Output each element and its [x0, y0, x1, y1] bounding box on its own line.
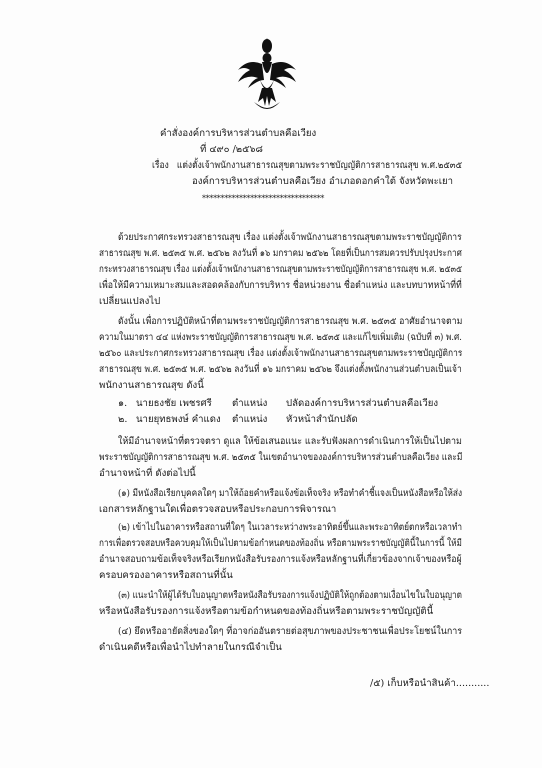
item-4-line-1: (๔) ยึดหรืออายัดสิ่งของใดๆ ที่อาจก่ออันตรายต่อสุขภาพของประชาชนเพื่อประโยชน์ในการ: [118, 626, 463, 637]
appointee-1-name: นายธงชัย เพชรศรี: [136, 398, 212, 409]
p1-line-4: เพื่อให้มีความเหมาะสมและสอดคล้องกับการบริหาร ชื่อหน่วยงาน ชื่อตำแหน่ง และบทบาทหน้าที่ที่: [99, 280, 462, 291]
p1-line-2: สาธารณสุข พ.ศ. ๒๕๓๕ พ.ศ. ๒๕๖๒ ลงวันที่ ๑๖ มกราคม ๒๕๖๒ โดยที่เป็นการสมควรปรับปรุงประกาศ: [99, 248, 462, 259]
item-4-line-2: ดำเนินคดีหรือเพื่อนำไปทำลายในกรณีจำเป็น: [99, 642, 282, 653]
appointee-2-name: นายยุทธพงษ์ คำแดง: [136, 414, 221, 425]
p3-line-2: พระราชบัญญัติการสาธารณสุข พ.ศ. ๒๕๓๕ ในเขตอำนาจขององค์การบริหารส่วนตำบลคือเวียง และมี: [99, 452, 463, 463]
p1-line-5: เปลี่ยนแปลงไป: [99, 296, 161, 307]
p1-line-3: กระทรวงสาธารณสุข เรื่อง แต่งตั้งเจ้าพนักงานสาธารณสุขตามพระราชบัญญัติการสาธารณสุข พ.ศ. ๒๕๓๕: [99, 264, 463, 275]
item-2-line-3: อำนาจสอบถามข้อเท็จจริงหรือเรียกหนังสือรับรองการแจ้งหรือหลักฐานที่เกี่ยวข้องจากเจ้าของหรือผู้: [99, 554, 462, 565]
garuda-emblem-icon: [232, 36, 302, 116]
item-1-line-1: (๑) มีหนังสือเรียกบุคคลใดๆ มาให้ถ้อยคำหรือแจ้งข้อเท็จจริง หรือทำคำชี้แจงเป็นหนังสือหรือให้ส่ง: [118, 488, 463, 499]
p2-line-4: สาธารณสุข พ.ศ. ๒๕๓๕ พ.ศ. ๒๕๖๒ ลงวันที่ ๑๖ มกราคม ๒๕๖๒ จึงแต่งตั้งพนักงานส่วนตำบลเป็นเจ้า: [99, 364, 462, 375]
item-2-line-2: การเพื่อตรวจสอบหรือควบคุมให้เป็นไปตามข้อกำหนดของท้องถิ่น หรือตามพระราชบัญญัตินี้ในการนี้ ให้มี: [99, 538, 462, 549]
p2-line-2: ความในมาตรา ๔๔ แห่งพระราชบัญญัติการสาธารณสุข พ.ศ. ๒๕๓๕ และแก้ไขเพิ่มเติม (ฉบับที่ ๓) พ.ศ.: [99, 332, 462, 343]
p2-line-1: ดังนั้น เพื่อการปฏิบัติหน้าที่ตามพระราชบัญญัติการสาธารณสุข พ.ศ. ๒๕๓๕ อาศัยอำนาจตาม: [118, 316, 463, 327]
item-2-line-1: (๒) เข้าไปในอาคารหรือสถานที่ใดๆ ในเวลาระหว่างพระอาทิตย์ขึ้นและพระอาทิตย์ตกหรือเวลาทำ: [118, 522, 463, 533]
appointee-1-role: ปลัดองค์การบริหารส่วนตำบลคือเวียง: [286, 398, 439, 409]
organization-line: องค์การบริหารส่วนตำบลคือเวียง อำเภอดอกคำใต้ จังหวัดพะเยา: [192, 176, 454, 187]
order-title: คำสั่งองค์การบริหารส่วนตำบลคือเวียง: [160, 128, 317, 139]
p3-line-3: อำนาจหน้าที่ ดังต่อไปนี้: [99, 468, 196, 479]
order-number: ที่ ๔๙๐ /๒๕๖๘: [200, 144, 263, 155]
p3-line-1: ให้มีอำนาจหน้าที่ตรวจตรา ดูแล ให้ข้อเสนอแนะ และรับฟังผลการดำเนินการให้เป็นไปตาม: [118, 436, 462, 447]
item-2-line-4: ครอบครองอาคารหรือสถานที่นั้น: [99, 570, 233, 581]
divider-stars: *********************************: [202, 194, 325, 203]
subject-text: แต่งตั้งเจ้าพนักงานสาธารณสุขตามพระราชบัญญัติการสาธารณสุข พ.ศ.๒๕๓๕: [176, 160, 463, 171]
item-3-line-1: (๓) แนะนำให้ผู้ได้รับใบอนุญาตหรือหนังสือรับรองการแจ้งปฏิบัติให้ถูกต้องตามเงื่อนไขในใบอนุญาต: [118, 590, 462, 601]
appointee-2-index: ๒.: [118, 414, 128, 425]
appointee-1-index: ๑.: [118, 398, 128, 409]
item-1-line-2: เอกสารหลักฐานใดเพื่อตรวจสอบหรือประกอบการพิจารณา: [99, 504, 337, 515]
p2-line-5: พนักงานสาธารณสุข ดังนี้: [99, 380, 204, 391]
subject-label: เรื่อง: [152, 160, 169, 171]
order-subject: [152, 160, 462, 172]
p1-line-1: ด้วยประกาศกระทรวงสาธารณสุข เรื่อง แต่งตั้งเจ้าพนักงานสาธารณสุขตามพระราชบัญญัติการ: [118, 232, 462, 243]
appointee-2-role: หัวหน้าสำนักปลัด: [286, 414, 358, 425]
appointee-1-position-label: ตำแหน่ง: [232, 398, 268, 409]
item-3-line-2: หรือหนังสือรับรองการแจ้งหรือตามข้อกำหนดของท้องถิ่นหรือตามพระราชบัญญัตินี้: [99, 606, 434, 617]
p2-line-3: ๒๕๖๐ และประกาศกระทรวงสาธารณสุข เรื่อง แต่งตั้งเจ้าพนักงานสาธารณสุขตามพระราชบัญญัติการ: [99, 348, 463, 359]
continuation-note: /๕) เก็บหรือนำสินค้า...........: [370, 678, 490, 689]
appointee-2-position-label: ตำแหน่ง: [232, 414, 268, 425]
